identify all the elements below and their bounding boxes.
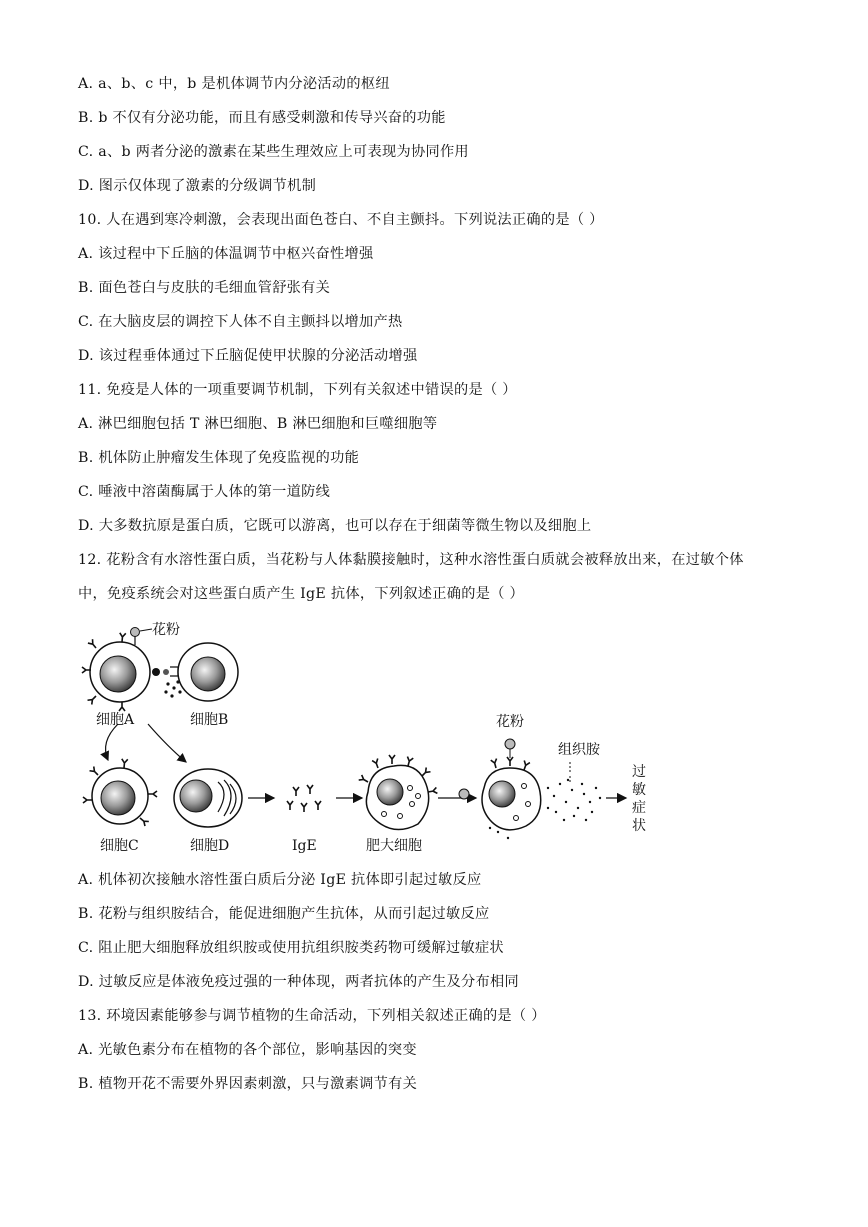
option-10d: D. 该过程垂体通过下丘脑促使甲状腺的分泌活动增强 <box>78 348 418 364</box>
option-12c: C. 阻止肥大细胞释放组织胺或使用抗组织胺类药物可缓解过敏症状 <box>78 940 504 956</box>
mast-cell-degranulating <box>482 739 541 830</box>
cell-c-label: 细胞C <box>100 838 139 854</box>
allergy-char-4: 状 <box>632 818 646 834</box>
question-12-line2: 中，免疫系统会对这些蛋白质产生 IgE 抗体，下列叙述正确的是（ ） <box>78 586 525 602</box>
option-12a: A. 机体初次接触水溶性蛋白质后分泌 IgE 抗体即引起过敏反应 <box>78 872 482 888</box>
question-13: 13. 环境因素能够参与调节植物的生命活动，下列相关叙述正确的是（ ） <box>78 1008 546 1024</box>
question-11: 11. 免疫是人体的一项重要调节机制，下列有关叙述中错误的是（ ） <box>78 382 517 398</box>
option-10c: C. 在大脑皮层的调控下人体不自主颤抖以增加产热 <box>78 314 403 330</box>
option-11a: A. 淋巴细胞包括 T 淋巴细胞、B 淋巴细胞和巨噬细胞等 <box>78 416 438 432</box>
cell-b <box>164 643 238 701</box>
option-11b: B. 机体防止肿瘤发生体现了免疫监视的功能 <box>78 450 360 466</box>
question-12-line1: 12. 花粉含有水溶性蛋白质，当花粉与人体黏膜接触时，这种水溶性蛋白质就会被释放出来，在过敏个体 <box>78 552 744 568</box>
option-10a: A. 该过程中下丘脑的体温调节中枢兴奋性增强 <box>78 246 374 262</box>
cell-d-label: 细胞D <box>190 838 230 854</box>
option-9a: A. a、b、c 中，b 是机体调节内分泌活动的枢纽 <box>78 76 390 92</box>
option-11c: C. 唾液中溶菌酶属于人体的第一道防线 <box>78 484 331 500</box>
option-11d: D. 大多数抗原是蛋白质，它既可以游离，也可以存在于细菌等微生物以及细胞上 <box>78 518 592 534</box>
option-9c: C. a、b 两者分泌的激素在某些生理效应上可表现为协同作用 <box>78 144 469 160</box>
pollen-label-2: 花粉 <box>496 714 524 730</box>
option-12d: D. 过敏反应是体液免疫过强的一种体现，两者抗体的产生及分布相同 <box>78 974 519 990</box>
option-13b: B. 植物开花不需要外界因素刺激，只与激素调节有关 <box>78 1076 418 1092</box>
cell-a-label: 细胞A <box>96 712 135 728</box>
mast-cell <box>359 755 438 830</box>
ige-antibodies <box>287 785 321 812</box>
option-13a: A. 光敏色素分布在植物的各个部位，影响基因的突变 <box>78 1042 417 1058</box>
option-9b: B. b 不仅有分泌功能，而且有感受刺激和传导兴奋的功能 <box>78 110 446 126</box>
allergy-char-2: 敏 <box>632 782 646 798</box>
arrow-a-to-c <box>106 724 118 760</box>
option-12b: B. 花粉与组织胺结合，能促进细胞产生抗体，从而引起过敏反应 <box>78 906 490 922</box>
histamine-label: 组织胺 <box>558 742 600 758</box>
cell-a <box>82 633 169 711</box>
cell-d <box>174 769 242 827</box>
pollen-dot <box>459 789 469 799</box>
allergy-char-3: 症 <box>632 800 646 816</box>
ige-label: IgE <box>292 838 317 854</box>
pollen-label-1: 花粉 <box>152 622 180 638</box>
option-9d: D. 图示仅体现了激素的分级调节机制 <box>78 178 317 194</box>
allergy-char-1: 过 <box>632 764 646 780</box>
question-10: 10. 人在遇到寒冷刺激，会表现出面色苍白、不自主颤抖。下列说法正确的是（ ） <box>78 212 604 228</box>
immune-response-diagram <box>78 612 658 862</box>
option-10b: B. 面色苍白与皮肤的毛细血管舒张有关 <box>78 280 331 296</box>
mast-cell-label: 肥大细胞 <box>366 838 422 854</box>
cell-c <box>83 759 157 826</box>
arrow-a-to-d <box>148 724 186 762</box>
cell-b-label: 细胞B <box>190 712 229 728</box>
pollen-1 <box>131 621 181 645</box>
